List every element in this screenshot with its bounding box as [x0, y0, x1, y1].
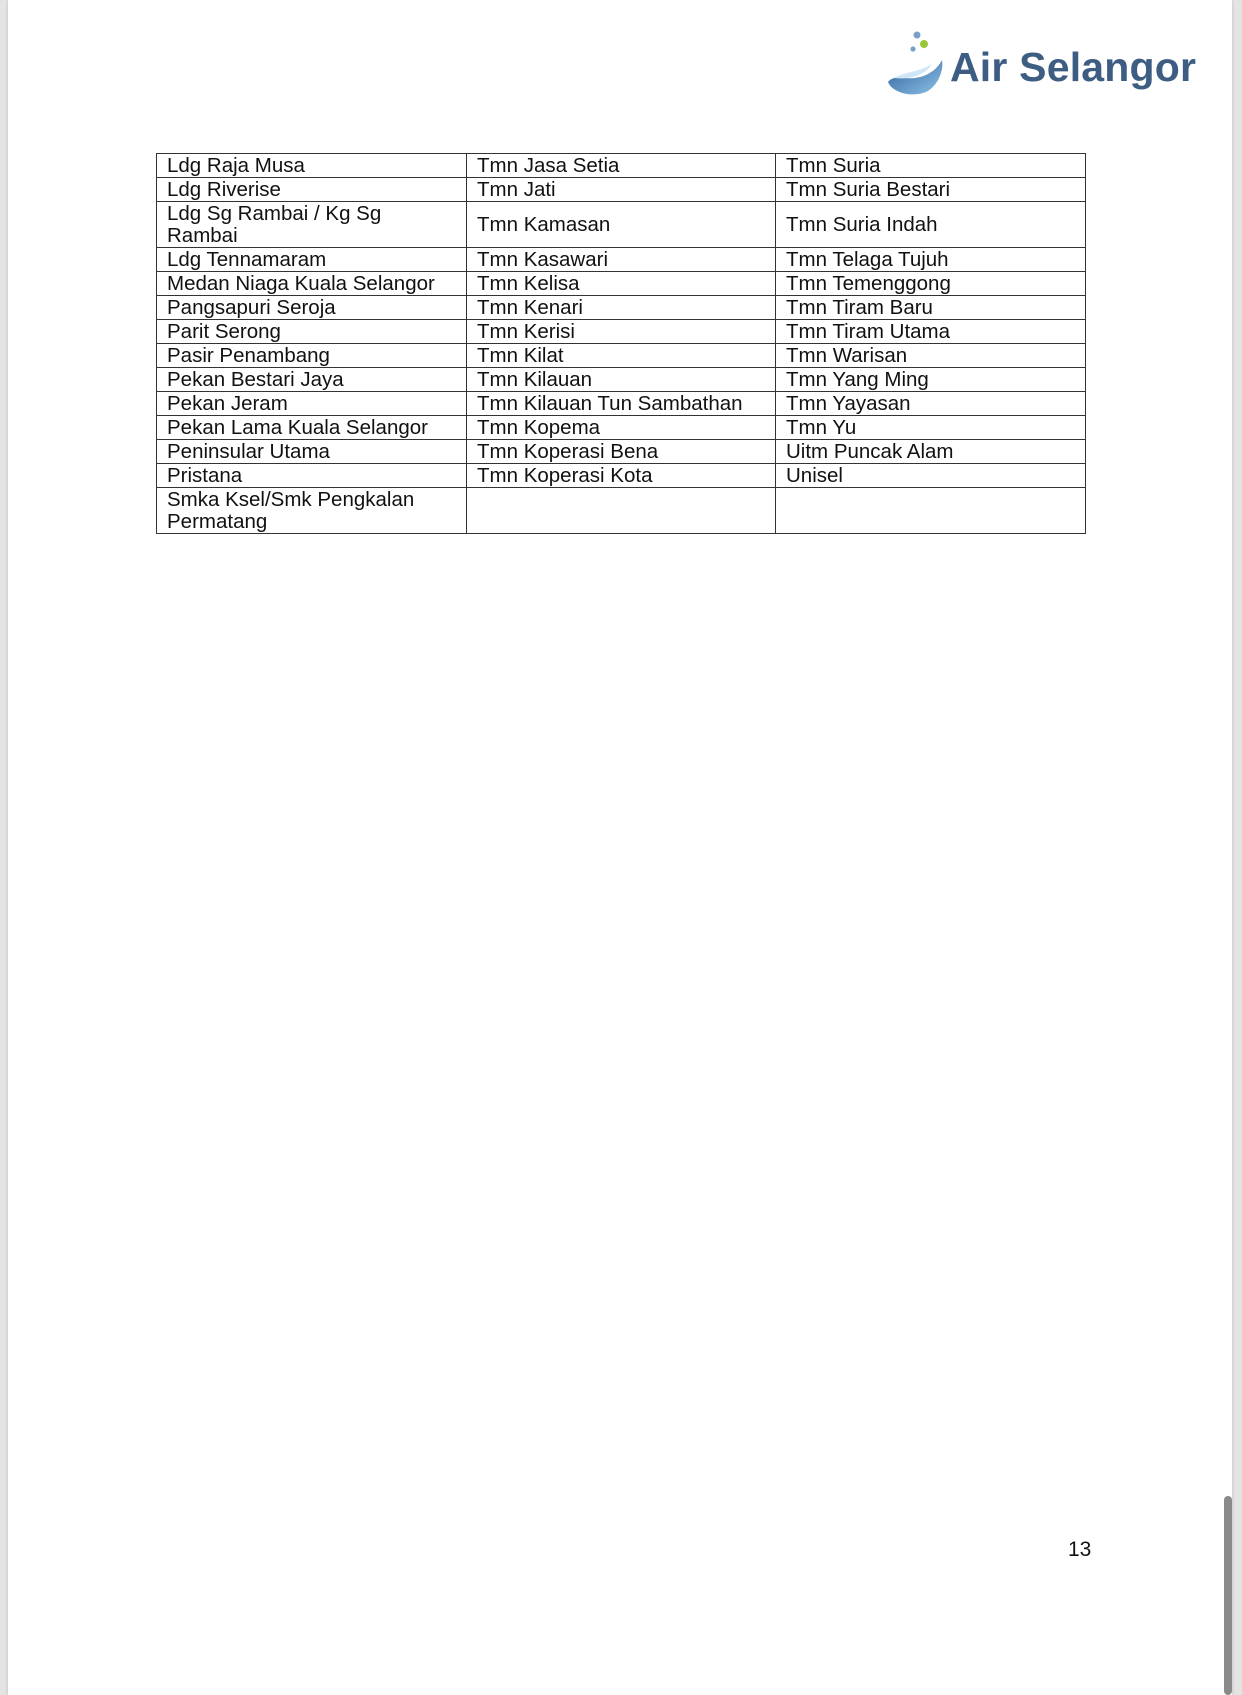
table-cell: Pekan Jeram: [157, 392, 467, 416]
brand-logo: [878, 28, 1197, 100]
table-cell: Pekan Lama Kuala Selangor: [157, 416, 467, 440]
table-cell: Peninsular Utama: [157, 440, 467, 464]
table-row: [157, 416, 1086, 440]
table-cell: Ldg Raja Musa: [157, 154, 467, 178]
table-cell: Tmn Jasa Setia: [467, 154, 776, 178]
table-row: [157, 296, 1086, 320]
table-row: [157, 178, 1086, 202]
table-cell: Tmn Koperasi Bena: [467, 440, 776, 464]
table-cell: Smka Ksel/Smk Pengkalan Permatang: [157, 488, 467, 534]
table-cell: Tmn Yayasan: [776, 392, 1086, 416]
table-cell: Tmn Kilat: [467, 344, 776, 368]
table-cell: Pangsapuri Seroja: [157, 296, 467, 320]
table-row: [157, 392, 1086, 416]
table-cell: [776, 488, 1086, 534]
table-row: [157, 440, 1086, 464]
locality-table: [156, 153, 1086, 534]
table-row: [157, 248, 1086, 272]
water-drop-logo-icon: [886, 28, 950, 98]
table-cell: Tmn Tiram Baru: [776, 296, 1086, 320]
table-row: [157, 368, 1086, 392]
table-row: [157, 272, 1086, 296]
table-cell: Tmn Tiram Utama: [776, 320, 1086, 344]
page-number: 13: [1068, 1538, 1092, 1561]
table-cell: Uitm Puncak Alam: [776, 440, 1086, 464]
table-cell: Tmn Suria Indah: [776, 202, 1086, 248]
table-row: [157, 488, 1086, 534]
table-cell: Tmn Suria Bestari: [776, 178, 1086, 202]
table-cell: Tmn Suria: [776, 154, 1086, 178]
table-cell: Ldg Sg Rambai / Kg Sg Rambai: [157, 202, 467, 248]
table-row: [157, 154, 1086, 178]
table-cell: Tmn Kerisi: [467, 320, 776, 344]
table-cell: Tmn Kilauan: [467, 368, 776, 392]
scrollbar-thumb[interactable]: [1224, 1496, 1232, 1695]
table-cell: Pekan Bestari Jaya: [157, 368, 467, 392]
table-cell: Ldg Riverise: [157, 178, 467, 202]
table-cell: Parit Serong: [157, 320, 467, 344]
table-cell: Tmn Kilauan Tun Sambathan: [467, 392, 776, 416]
table-cell: Ldg Tennamaram: [157, 248, 467, 272]
table-cell: Tmn Warisan: [776, 344, 1086, 368]
table-cell: Tmn Telaga Tujuh: [776, 248, 1086, 272]
table-cell: Tmn Kenari: [467, 296, 776, 320]
table-cell: [467, 488, 776, 534]
table-cell: Tmn Kamasan: [467, 202, 776, 248]
table-cell: Tmn Koperasi Kota: [467, 464, 776, 488]
table-cell: Tmn Yu: [776, 416, 1086, 440]
table-cell: Tmn Jati: [467, 178, 776, 202]
table-cell: Tmn Kasawari: [467, 248, 776, 272]
table-row: [157, 344, 1086, 368]
table-row: [157, 202, 1086, 248]
table-cell: Tmn Kopema: [467, 416, 776, 440]
document-page: [8, 0, 1232, 1695]
table-row: [157, 464, 1086, 488]
brand-name: Air Selangor: [950, 44, 1197, 90]
table-cell: Tmn Yang Ming: [776, 368, 1086, 392]
table-cell: Tmn Temenggong: [776, 272, 1086, 296]
table-cell: Unisel: [776, 464, 1086, 488]
table-cell: Pristana: [157, 464, 467, 488]
table-cell: Pasir Penambang: [157, 344, 467, 368]
table-body: [157, 154, 1086, 534]
table-cell: Medan Niaga Kuala Selangor: [157, 272, 467, 296]
table-cell: Tmn Kelisa: [467, 272, 776, 296]
table-row: [157, 320, 1086, 344]
